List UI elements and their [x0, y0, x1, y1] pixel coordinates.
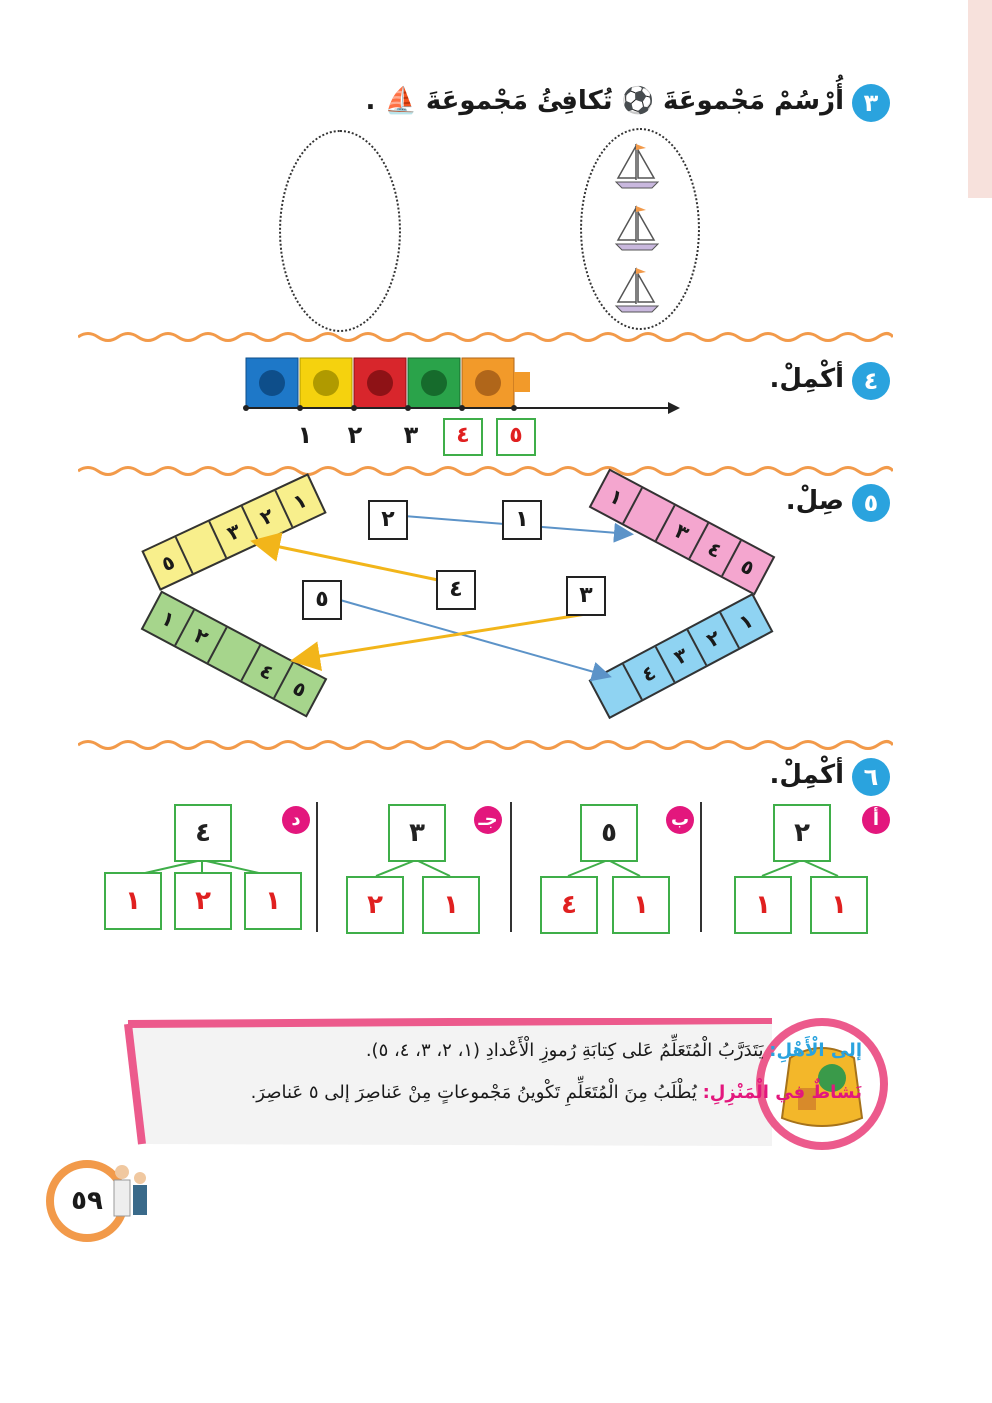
strip-cell: ١	[605, 483, 628, 511]
question-3-number: ٣	[852, 84, 890, 122]
note-line-2	[251, 1082, 862, 1103]
match-number-box[interactable]: ٥	[302, 580, 342, 620]
question-5-text: صِلْ.	[785, 486, 844, 516]
strip-cell: ٢	[241, 491, 291, 543]
match-number-box[interactable]: ٢	[368, 500, 408, 540]
match-number-box[interactable]: ١	[502, 500, 542, 540]
note-label-parents: إلى الْأَهْلِ:	[769, 1040, 862, 1061]
bond-part-box[interactable]: ٢	[346, 876, 404, 934]
bond-whole-box: ٥	[580, 804, 638, 862]
match-number-box[interactable]: ٤	[436, 570, 476, 610]
strip-cell: ٥	[157, 549, 179, 577]
axis-label: ١	[297, 421, 313, 449]
strip-cell: ٣	[208, 507, 258, 559]
strip-cell: ٢	[687, 613, 738, 666]
question-5-number: ٥	[852, 484, 890, 522]
group-letter-badge: د	[282, 806, 310, 834]
strip-cell: ٣	[655, 505, 707, 558]
bond-part-box[interactable]: ١	[734, 876, 792, 934]
bond-part-box[interactable]: ٢	[174, 872, 232, 930]
strip-cell: ٤	[240, 645, 292, 698]
group-letter-badge: جـ	[474, 806, 502, 834]
question-6-text: أكْمِلْ.	[769, 760, 844, 790]
family-figures-icon	[108, 1162, 154, 1226]
strip-cell: ٢	[174, 610, 226, 663]
axis-label: ٢	[347, 421, 363, 449]
strip-cell: ١	[157, 605, 180, 633]
strip-cell: ١	[274, 476, 324, 528]
bond-part-box[interactable]: ٤	[540, 876, 598, 934]
strip-cell: ٤	[622, 647, 673, 700]
strip-cell: ٥	[273, 662, 325, 715]
bond-part-box[interactable]: ١	[422, 876, 480, 934]
note-label-home: نَشاطٌ في الْمَنْزِلِ:	[702, 1082, 862, 1103]
match-number-box[interactable]: ٣	[566, 576, 606, 616]
strip-cell: ٤	[688, 523, 740, 576]
bond-whole-box: ٢	[773, 804, 831, 862]
question-6-number: ٦	[852, 758, 890, 796]
group-letter-badge: ب	[666, 806, 694, 834]
bond-part-box[interactable]: ١	[104, 872, 162, 930]
axis-label: ٣	[403, 421, 419, 449]
bond-part-box[interactable]: ١	[810, 876, 868, 934]
bond-whole-box: ٤	[174, 804, 232, 862]
bond-part-box[interactable]: ١	[612, 876, 670, 934]
answer-box[interactable]: ٤	[443, 418, 483, 456]
answer-box[interactable]: ٥	[496, 418, 536, 456]
bond-part-box[interactable]: ١	[244, 872, 302, 930]
strip-cell: ١	[719, 596, 770, 649]
bond-whole-box: ٣	[388, 804, 446, 862]
group-letter-badge: أ	[862, 806, 890, 834]
strip-cell: ٣	[654, 630, 705, 683]
page-number: ٥٩	[46, 1160, 128, 1242]
note-text-home: يُطْلَبُ مِنَ الْمُتَعَلِّمِ تَكْوينُ مَجْموعاتٍ مِنْ عَناصِرَ إلى ٥ عَناصِرَ.	[250, 1082, 697, 1103]
note-text-parents: يَتَدَرَّبُ الْمُتَعَلِّمُ عَلى كِتابَةِ رُموزِ الْأَعْدادِ (١، ٢، ٣، ٤، ٥).	[365, 1040, 764, 1061]
note-line-1	[366, 1040, 862, 1061]
strip-cell: ٥	[721, 540, 773, 593]
question-4-text: أكْمِلْ.	[769, 364, 844, 394]
question-4-number: ٤	[852, 362, 890, 400]
question-3-text: أُرْسُمْ مَجْموعَةَ ⚽ تُكافِئُ مَجْموعَةَ ⛵ .	[365, 86, 844, 116]
